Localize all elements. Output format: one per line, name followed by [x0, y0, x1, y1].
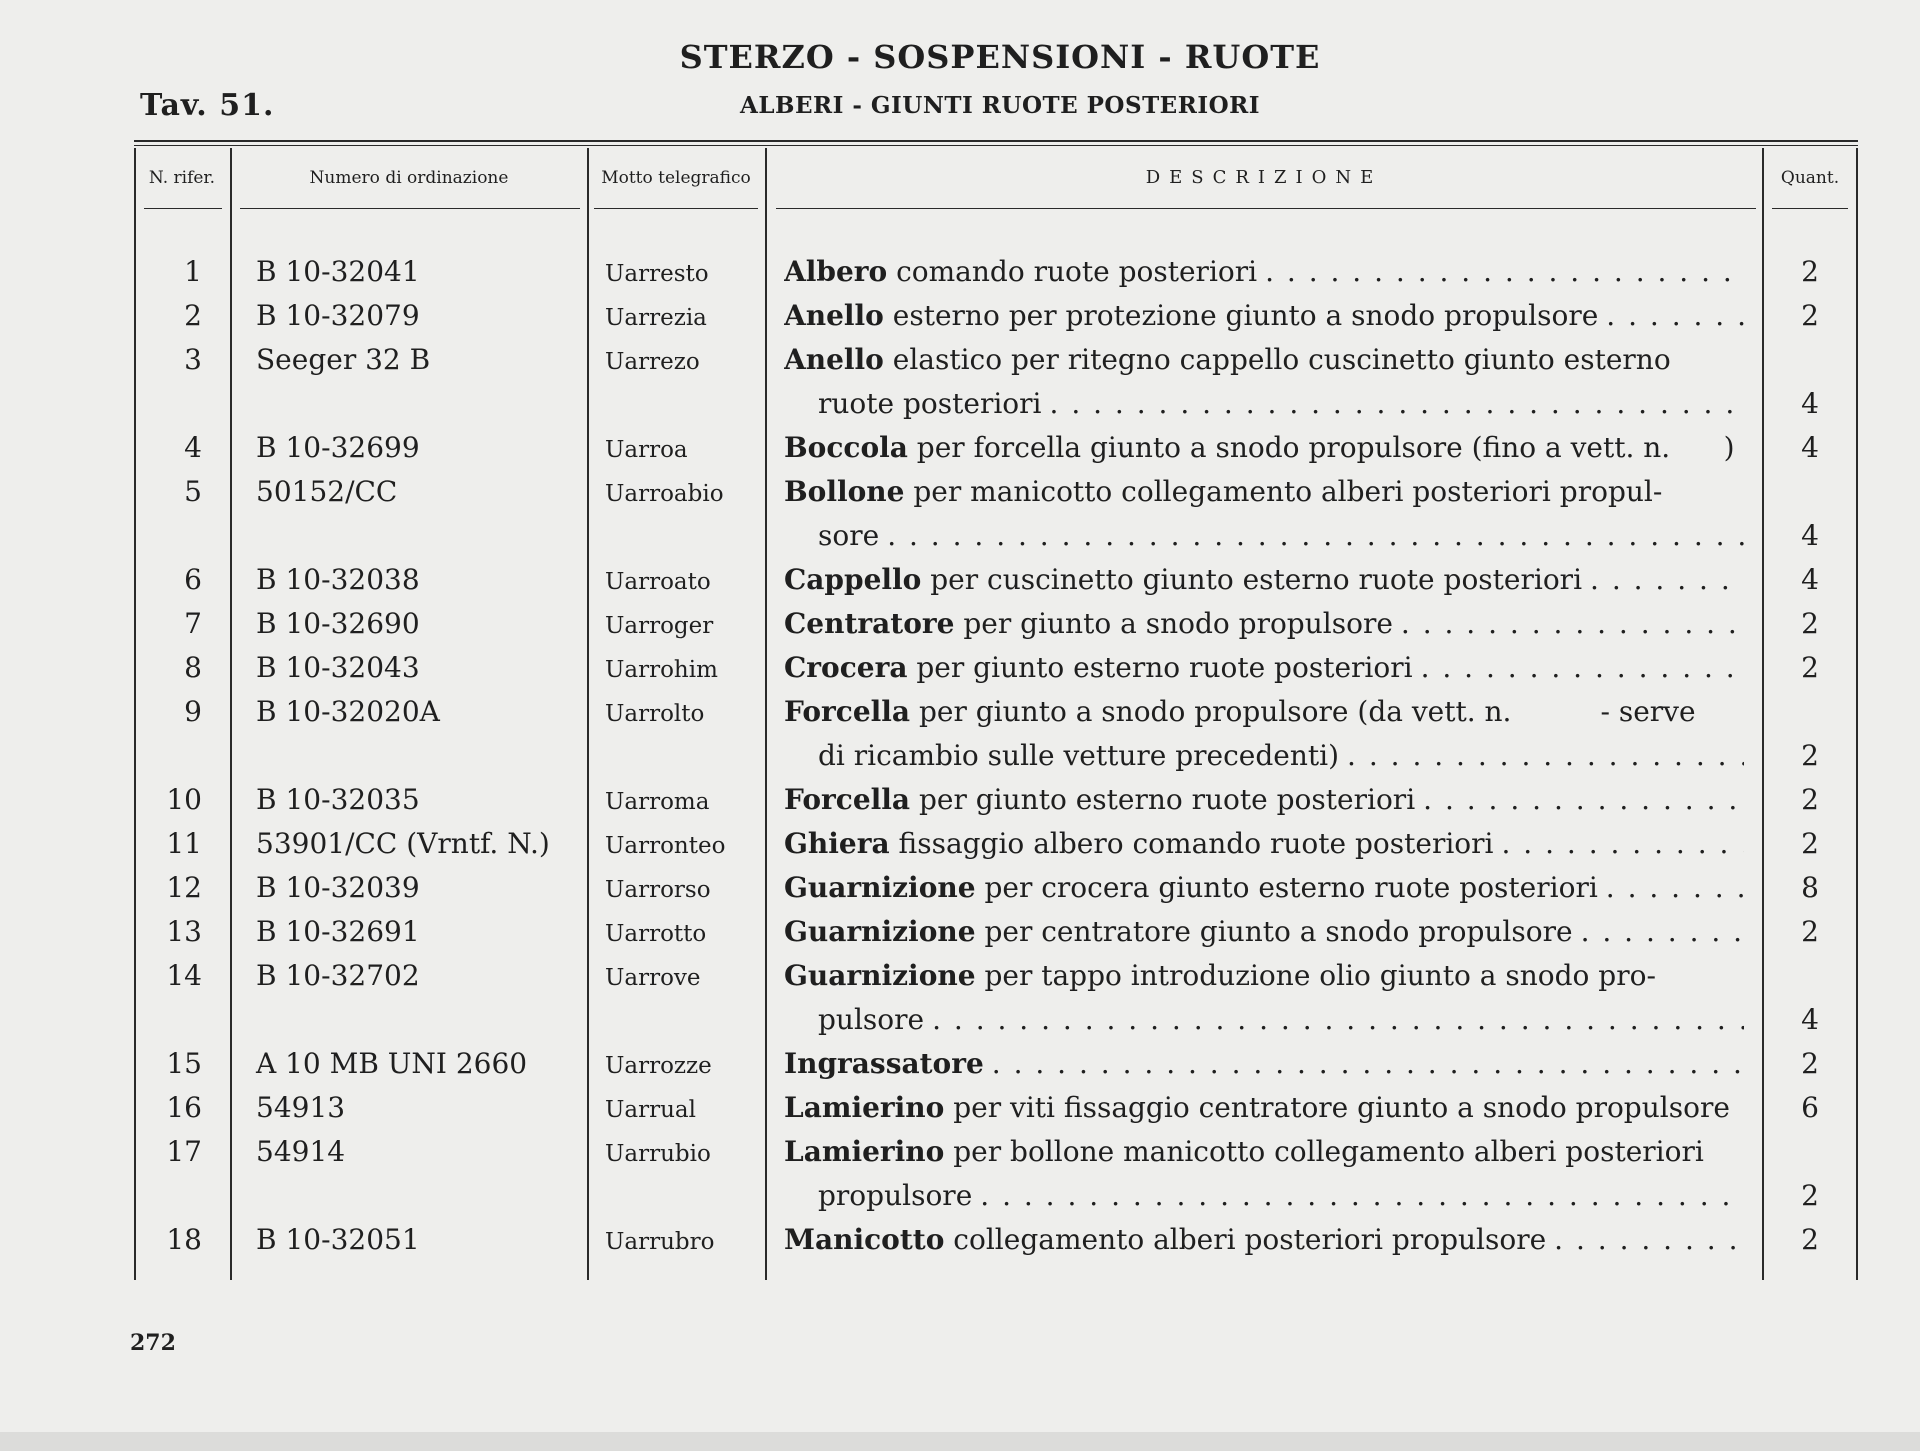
- part-detail: comando ruote posteriori: [887, 255, 1258, 288]
- description-line: [784, 822, 1744, 866]
- dot-leader: [1598, 294, 1744, 338]
- dot-leader: [1415, 778, 1744, 822]
- row-quantity: 2: [1801, 827, 1819, 860]
- page-subtitle: ALBERI - GIUNTI RUOTE POSTERIORI: [739, 92, 1260, 119]
- row-order-number: B 10-32043: [256, 651, 420, 684]
- row-order-number: B 10-32038: [256, 563, 420, 596]
- table-row: [0, 602, 1920, 646]
- row-description: [784, 778, 1744, 822]
- row-ref-number: 7: [184, 607, 202, 640]
- dot-leader: [1573, 910, 1744, 954]
- row-description: [784, 250, 1744, 294]
- row-description: [784, 470, 1744, 558]
- table-row: [0, 1042, 1920, 1086]
- table-row: [0, 1130, 1920, 1218]
- part-name: Lamierino: [784, 1091, 945, 1124]
- part-detail: collegamento alberi posteriori propulsore: [944, 1223, 1547, 1256]
- row-ref-number: 12: [166, 871, 202, 904]
- part-detail: elastico per ritegno cappello cuscinetto giunto esterno: [883, 343, 1671, 376]
- row-quantity: 2: [1801, 783, 1819, 816]
- row-order-number: B 10-32079: [256, 299, 420, 332]
- table-row: [0, 822, 1920, 866]
- part-detail: per forcella giunto a snodo propulsore (fino a vett. n. ): [907, 431, 1735, 464]
- part-detail: esterno per protezione giunto a snodo propulsore: [883, 299, 1599, 332]
- description-line: [784, 558, 1744, 602]
- part-name: Cappello: [784, 563, 922, 596]
- row-telegraphic-code: Uarroabio: [605, 481, 724, 507]
- description-line: [784, 646, 1744, 690]
- table-row: [0, 954, 1920, 1042]
- description-line: [784, 250, 1744, 294]
- description-line: [784, 1130, 1744, 1174]
- row-order-number: B 10-32699: [256, 431, 420, 464]
- part-detail: per crocera giunto esterno ruote posteriori: [975, 871, 1598, 904]
- dot-leader: [984, 1042, 1744, 1086]
- description-line: [784, 778, 1744, 822]
- row-quantity: 2: [1801, 1223, 1819, 1256]
- top-rule-thin: [134, 145, 1858, 146]
- row-description: [784, 602, 1744, 646]
- row-telegraphic-code: Uarrual: [605, 1097, 696, 1123]
- row-quantity: 2: [1801, 739, 1819, 772]
- row-description: [784, 954, 1744, 1042]
- table-row: [0, 910, 1920, 954]
- page-title: STERZO - SOSPENSIONI - RUOTE: [679, 38, 1321, 76]
- row-ref-number: 15: [166, 1047, 202, 1080]
- row-order-number: B 10-32702: [256, 959, 420, 992]
- row-order-number: 54914: [256, 1135, 346, 1168]
- row-description: [784, 1130, 1744, 1218]
- row-order-number: B 10-32691: [256, 915, 420, 948]
- row-telegraphic-code: Uarrorso: [605, 877, 711, 903]
- row-description: [784, 1086, 1744, 1130]
- part-detail: per cuscinetto giunto esterno ruote posteriori: [921, 563, 1583, 596]
- part-detail: fissaggio albero comando ruote posteriori: [889, 827, 1494, 860]
- row-quantity: 2: [1801, 607, 1819, 640]
- row-telegraphic-code: Uarrezia: [605, 305, 707, 331]
- description-line: [784, 382, 1744, 426]
- dot-leader: [972, 1174, 1744, 1218]
- row-order-number: B 10-32690: [256, 607, 420, 640]
- row-telegraphic-code: Uarrozze: [605, 1053, 712, 1079]
- part-detail: propulsore: [818, 1179, 973, 1212]
- row-quantity: 4: [1801, 563, 1819, 596]
- page-number: 272: [130, 1330, 176, 1356]
- description-line: [784, 1218, 1744, 1262]
- header-underline: [776, 208, 1756, 209]
- part-name: Boccola: [784, 431, 908, 464]
- row-order-number: B 10-32020A: [256, 695, 440, 728]
- row-telegraphic-code: Uarrolto: [605, 701, 705, 727]
- row-order-number: 53901/CC (Vrntf. N.): [256, 827, 550, 860]
- dot-leader: [1257, 250, 1744, 294]
- row-order-number: 50152/CC: [256, 475, 398, 508]
- row-telegraphic-code: Uarroma: [605, 789, 710, 815]
- dot-leader: [1413, 646, 1744, 690]
- description-line: [784, 470, 1744, 514]
- part-detail: per giunto a snodo propulsore: [954, 607, 1393, 640]
- part-name: Anello: [784, 343, 884, 376]
- row-ref-number: 14: [166, 959, 202, 992]
- row-description: [784, 338, 1744, 426]
- row-telegraphic-code: Uarroato: [605, 569, 711, 595]
- part-detail: ruote posteriori: [818, 387, 1042, 420]
- row-description: [784, 558, 1744, 602]
- row-description: [784, 1042, 1744, 1086]
- row-ref-number: 10: [166, 783, 202, 816]
- table-row: [0, 1218, 1920, 1262]
- table-row: [0, 294, 1920, 338]
- row-order-number: A 10 MB UNI 2660: [256, 1047, 528, 1080]
- part-name: Guarnizione: [784, 915, 976, 948]
- part-name: Guarnizione: [784, 871, 976, 904]
- row-telegraphic-code: Uarrotto: [605, 921, 707, 947]
- row-ref-number: 2: [184, 299, 202, 332]
- part-detail: per giunto a snodo propulsore (da vett. n. - serve: [910, 695, 1696, 728]
- header-underline: [144, 208, 222, 209]
- part-name: Lamierino: [784, 1135, 945, 1168]
- row-ref-number: 4: [184, 431, 202, 464]
- part-detail: di ricambio sulle vetture precedenti): [818, 739, 1340, 772]
- part-name: Albero: [784, 255, 888, 288]
- header-num: N. rifer.: [148, 168, 216, 188]
- table-row: [0, 646, 1920, 690]
- row-telegraphic-code: Uarrezo: [605, 349, 700, 375]
- part-detail: sore: [818, 519, 880, 552]
- part-name: Bollone: [784, 475, 905, 508]
- part-detail: per centratore giunto a snodo propulsore: [975, 915, 1573, 948]
- part-name: Forcella: [784, 783, 911, 816]
- row-telegraphic-code: Uarresto: [605, 261, 709, 287]
- row-ref-number: 6: [184, 563, 202, 596]
- row-order-number: B 10-32039: [256, 871, 420, 904]
- description-line: [784, 690, 1744, 734]
- part-name: Centratore: [784, 607, 955, 640]
- row-order-number: B 10-32041: [256, 255, 420, 288]
- part-name: Crocera: [784, 651, 908, 684]
- row-quantity: 2: [1801, 651, 1819, 684]
- row-quantity: 8: [1801, 871, 1819, 904]
- description-line: [784, 866, 1744, 910]
- row-description: [784, 294, 1744, 338]
- table-number: Tav. 51.: [140, 88, 275, 123]
- row-quantity: 4: [1801, 519, 1819, 552]
- description-line: [784, 998, 1744, 1042]
- row-ref-number: 5: [184, 475, 202, 508]
- row-description: [784, 1218, 1744, 1262]
- table-row: [0, 470, 1920, 558]
- row-ref-number: 16: [166, 1091, 202, 1124]
- dot-leader: [1339, 734, 1744, 778]
- row-quantity: 4: [1801, 1003, 1819, 1036]
- row-order-number: Seeger 32 B: [256, 343, 431, 376]
- row-description: [784, 866, 1744, 910]
- top-rule: [134, 140, 1858, 142]
- page-bottom-edge: [0, 1432, 1920, 1451]
- part-detail: per tappo introduzione olio giunto a snodo pro-: [975, 959, 1656, 992]
- row-ref-number: 8: [184, 651, 202, 684]
- dot-leader: [924, 998, 1744, 1042]
- dot-leader: [1582, 558, 1744, 602]
- row-telegraphic-code: Uarrove: [605, 965, 701, 991]
- row-telegraphic-code: Uarronteo: [605, 833, 726, 859]
- table-row: [0, 778, 1920, 822]
- row-description: [784, 822, 1744, 866]
- row-quantity: 2: [1801, 1047, 1819, 1080]
- part-detail: per manicotto collegamento alberi posteriori propul-: [904, 475, 1663, 508]
- row-telegraphic-code: Uarroger: [605, 613, 714, 639]
- row-order-number: B 10-32035: [256, 783, 420, 816]
- row-quantity: 2: [1801, 915, 1819, 948]
- row-description: [784, 910, 1744, 954]
- part-name: Ingrassatore: [784, 1047, 984, 1080]
- part-name: Manicotto: [784, 1223, 945, 1256]
- description-line: [784, 1086, 1744, 1130]
- description-line: [784, 1174, 1744, 1218]
- row-quantity: 2: [1801, 255, 1819, 288]
- row-ref-number: 3: [184, 343, 202, 376]
- part-detail: per giunto esterno ruote posteriori: [907, 651, 1413, 684]
- header-underline: [1772, 208, 1848, 209]
- row-order-number: 54913: [256, 1091, 346, 1124]
- part-detail: per bollone manicotto collegamento alberi posteriori: [944, 1135, 1704, 1168]
- header-underline: [240, 208, 580, 209]
- part-name: Ghiera: [784, 827, 890, 860]
- row-telegraphic-code: Uarrubro: [605, 1229, 715, 1255]
- dot-leader: [1042, 382, 1744, 426]
- part-name: Anello: [784, 299, 884, 332]
- dot-leader: [1546, 1218, 1744, 1262]
- header-quant: Quant.: [1780, 168, 1840, 188]
- header-ordinazione: Numero di ordinazione: [309, 168, 509, 188]
- dot-leader: [879, 514, 1744, 558]
- row-quantity: 4: [1801, 387, 1819, 420]
- part-name: Forcella: [784, 695, 911, 728]
- row-order-number: B 10-32051: [256, 1223, 420, 1256]
- table-row: [0, 558, 1920, 602]
- description-line: [784, 954, 1744, 998]
- dot-leader: [1598, 866, 1744, 910]
- description-line: [784, 338, 1744, 382]
- description-line: [784, 734, 1744, 778]
- row-telegraphic-code: Uarrohim: [605, 657, 718, 683]
- dot-leader: [1493, 822, 1744, 866]
- header-underline: [594, 208, 758, 209]
- row-ref-number: 11: [166, 827, 202, 860]
- row-telegraphic-code: Uarrubio: [605, 1141, 711, 1167]
- row-ref-number: 1: [184, 255, 202, 288]
- row-description: [784, 690, 1744, 778]
- description-line: [784, 910, 1744, 954]
- header-motto: Motto telegrafico: [601, 168, 751, 188]
- row-description: [784, 426, 1744, 470]
- table-row: [0, 250, 1920, 294]
- dot-leader: [1393, 602, 1744, 646]
- row-ref-number: 17: [166, 1135, 202, 1168]
- table-row: [0, 690, 1920, 778]
- row-ref-number: 9: [184, 695, 202, 728]
- header-descrizione: DESCRIZIONE: [1145, 167, 1383, 188]
- row-quantity: 2: [1801, 299, 1819, 332]
- part-detail: per viti fissaggio centratore giunto a snodo propulsore: [944, 1091, 1730, 1124]
- row-quantity: 6: [1801, 1091, 1819, 1124]
- row-telegraphic-code: Uarroa: [605, 437, 688, 463]
- parts-table: [0, 250, 1920, 1262]
- description-line: [784, 602, 1744, 646]
- table-row: [0, 1086, 1920, 1130]
- row-ref-number: 18: [166, 1223, 202, 1256]
- row-ref-number: 13: [166, 915, 202, 948]
- description-line: [784, 426, 1744, 470]
- description-line: [784, 1042, 1744, 1086]
- table-row: [0, 866, 1920, 910]
- row-description: [784, 646, 1744, 690]
- description-line: [784, 294, 1744, 338]
- description-line: [784, 514, 1744, 558]
- part-detail: pulsore: [818, 1003, 925, 1036]
- table-row: [0, 426, 1920, 470]
- part-name: Guarnizione: [784, 959, 976, 992]
- part-detail: per giunto esterno ruote posteriori: [910, 783, 1416, 816]
- row-quantity: 2: [1801, 1179, 1819, 1212]
- row-quantity: 4: [1801, 431, 1819, 464]
- table-row: [0, 338, 1920, 426]
